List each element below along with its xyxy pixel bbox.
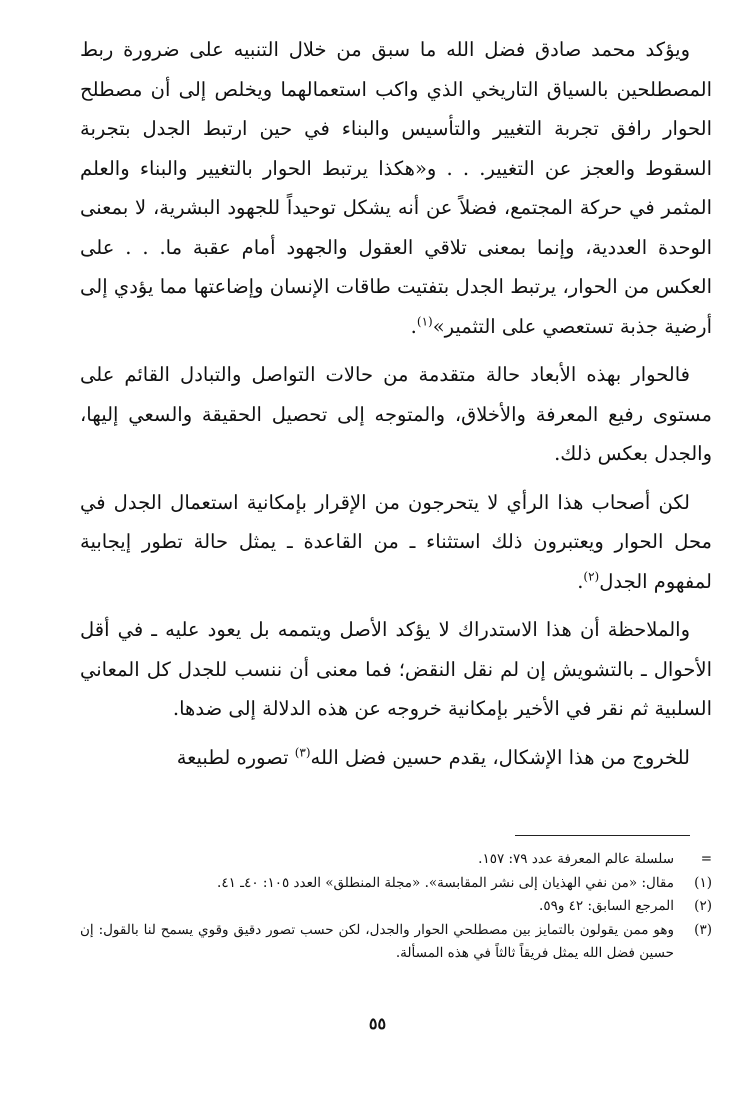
page-body xyxy=(80,30,712,777)
paragraph-5: للخروج من هذا الإشكال، يقدم حسين فضل الله$^{(٣)}$ تصوره لطبيعة xyxy=(176,745,690,769)
footnote-ref-3[interactable]: (٣) xyxy=(294,745,311,759)
main-text xyxy=(80,30,712,777)
paragraph-3: لكن أصحاب هذا الرأي لا يتحرجون من الإقرار بإمكانية استعمال الجدل في محل الحوار ويعتبرون ذلك استثناء ـ من القاعدة ـ يمثل حالة تطور إيجابية لمفهوم الجدل$^{(٢)}$. xyxy=(80,490,712,593)
paragraph-1: ويؤكد محمد صادق فضل الله ما سبق من خلال التنبيه على ضرورة ربط المصطلحين بالسياق التاريخي الذي واكب استعمالهما ويخلص إلى أن مصطلح الحوار رافق تجربة التغيير والتأسيس والبناء في حين ارتبط الجدل بتجربة السقوط والعجز عن التغيير. . . و«هكذا يرتبط الحوار بالتغيير والبناء والعلم المثمر في حركة المجتمع، فضلاً عن أنه يشكل توحيداً للجهود البشرية، لا بمعنى الوحدة العددية، وإنما بمعنى تلاقي العقول والجهود أمام عقبة ما. . . على العكس من الحوار، يرتبط الجدل بتفتيت طاقات الإنسان وإضاعتها مما يؤدي إلى أرضية جذبة تستعصي على التثمير»$^{(١)}$. xyxy=(80,38,712,338)
footnote-text: وهو ممن يقولون بالتمايز بين مصطلحي الحوار والجدل، لكن حسب تصور دقيق وقوي يسمح لنا بالقول: إن حسين فضل الله يمثل فريقاً ثالثاً في هذه المسألة. xyxy=(80,921,674,961)
footnote-continued xyxy=(80,848,712,872)
page-number: ٥٥ xyxy=(368,1014,387,1033)
footnote-text: المرجع السابق: ٤٢ و٥٩. xyxy=(539,898,674,914)
footnote-mark: = xyxy=(700,851,712,867)
footnote-ref-1[interactable]: (١) xyxy=(416,314,433,328)
footnote-ref-2[interactable]: (٢) xyxy=(583,569,600,583)
footnote-text: سلسلة عالم المعرفة عدد ٧٩: ١٥٧. xyxy=(478,851,674,867)
footnote-1 xyxy=(80,872,712,896)
footnote-text: مقال: «من نفي الهذيان إلى نشر المقابسة». «مجلة المنطلق» العدد ١٠٥: ٤٠ـ ٤١. xyxy=(217,874,674,891)
footnote-divider xyxy=(515,835,690,836)
paragraph-2: فالحوار بهذه الأبعاد حالة متقدمة من حالات التواصل والتبادل القائم على مستوى رفيع المعرفة والأخلاق، والمتوجه إلى تحصيل الحقيقة والسعي إليها، والجدل بعكس ذلك. xyxy=(80,363,712,465)
footnotes xyxy=(80,848,712,966)
paragraph-4: والملاحظة أن هذا الاستدراك لا يؤكد الأصل ويتممه بل يعود عليه ـ في أقل الأحوال ـ بالتشويش إن لم نقل النقض؛ فما معنى أن ننسب للجدل كل المعاني السلبية ثم نقر في الأخير بإمكانية خروجه عن هذه الدلالة إلى ضدها. xyxy=(80,618,712,720)
footnote-2 xyxy=(80,895,712,919)
footnote-3 xyxy=(80,919,712,966)
footnote-mark: (٣) xyxy=(694,921,712,938)
footnote-mark: (٢) xyxy=(694,898,712,914)
footnote-mark: (١) xyxy=(694,874,712,891)
